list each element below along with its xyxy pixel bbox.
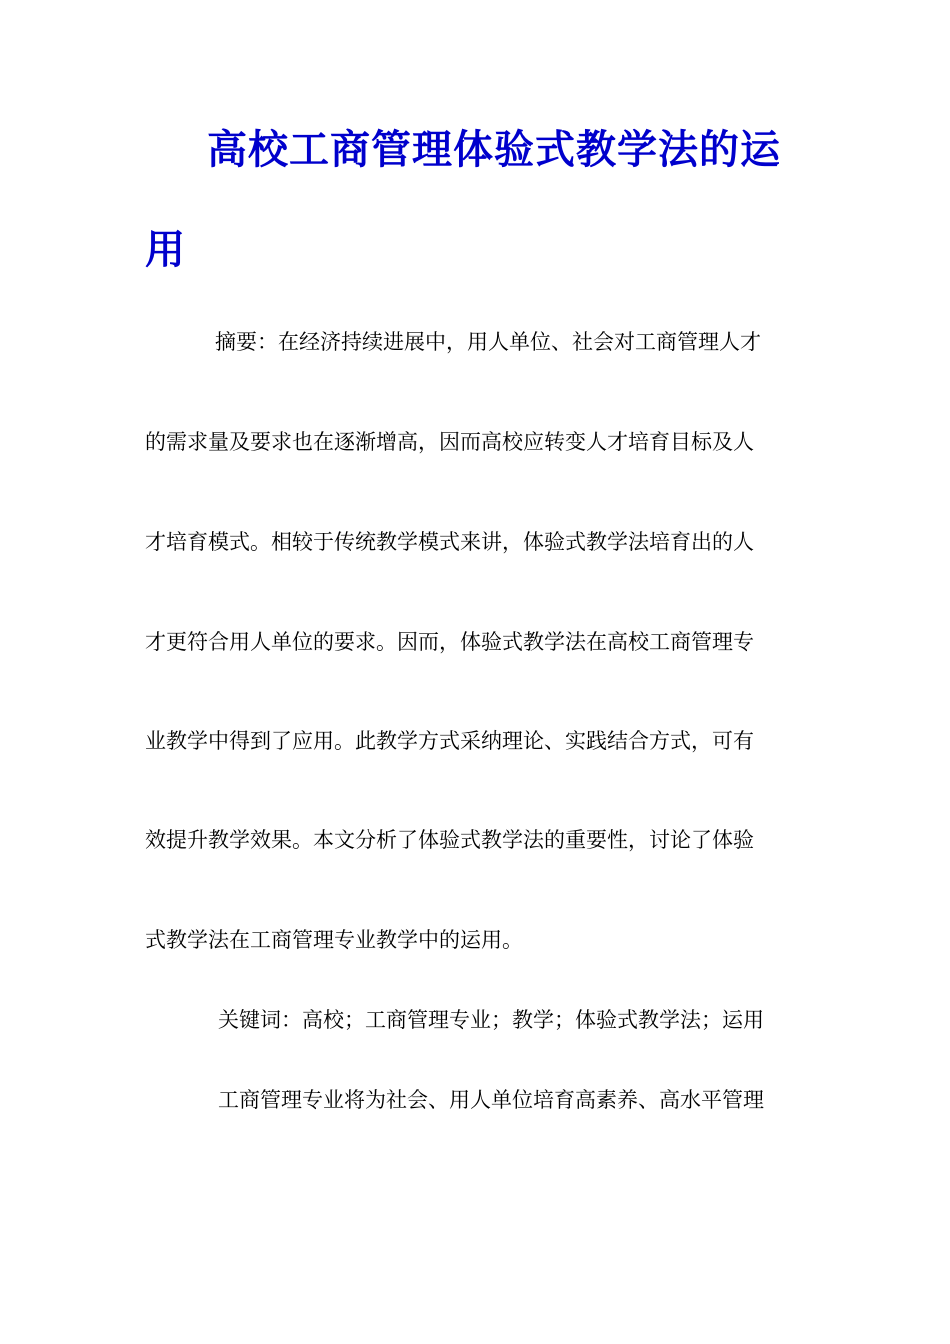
abstract-line-6: 效提升教学效果。本文分析了体验式教学法的重要性，讨论了体验 xyxy=(145,828,754,852)
keywords-line: 关键词：高校；工商管理专业；教学；体验式教学法；运用 xyxy=(218,1008,764,1032)
document-title-line-1: 高校工商管理体验式教学法的运 xyxy=(207,126,781,173)
abstract-line-7: 式教学法在工商管理专业教学中的运用。 xyxy=(145,928,523,952)
abstract-line-1: 摘要：在经济持续进展中，用人单位、社会对工商管理人才 xyxy=(215,330,761,354)
abstract-line-3: 才培育模式。相较于传统教学模式来讲，体验式教学法培育出的人 xyxy=(145,530,754,554)
abstract-line-5: 业教学中得到了应用。此教学方式采纳理论、实践结合方式，可有 xyxy=(145,729,754,753)
abstract-line-4: 才更符合用人单位的要求。因而，体验式教学法在高校工商管理专 xyxy=(145,630,754,654)
document-title-line-2: 用 xyxy=(145,226,186,273)
abstract-line-2: 的需求量及要求也在逐渐增高，因而高校应转变人才培育目标及人 xyxy=(145,430,754,454)
body-paragraph-first-line: 工商管理专业将为社会、用人单位培育高素养、高水平管理 xyxy=(218,1088,764,1112)
